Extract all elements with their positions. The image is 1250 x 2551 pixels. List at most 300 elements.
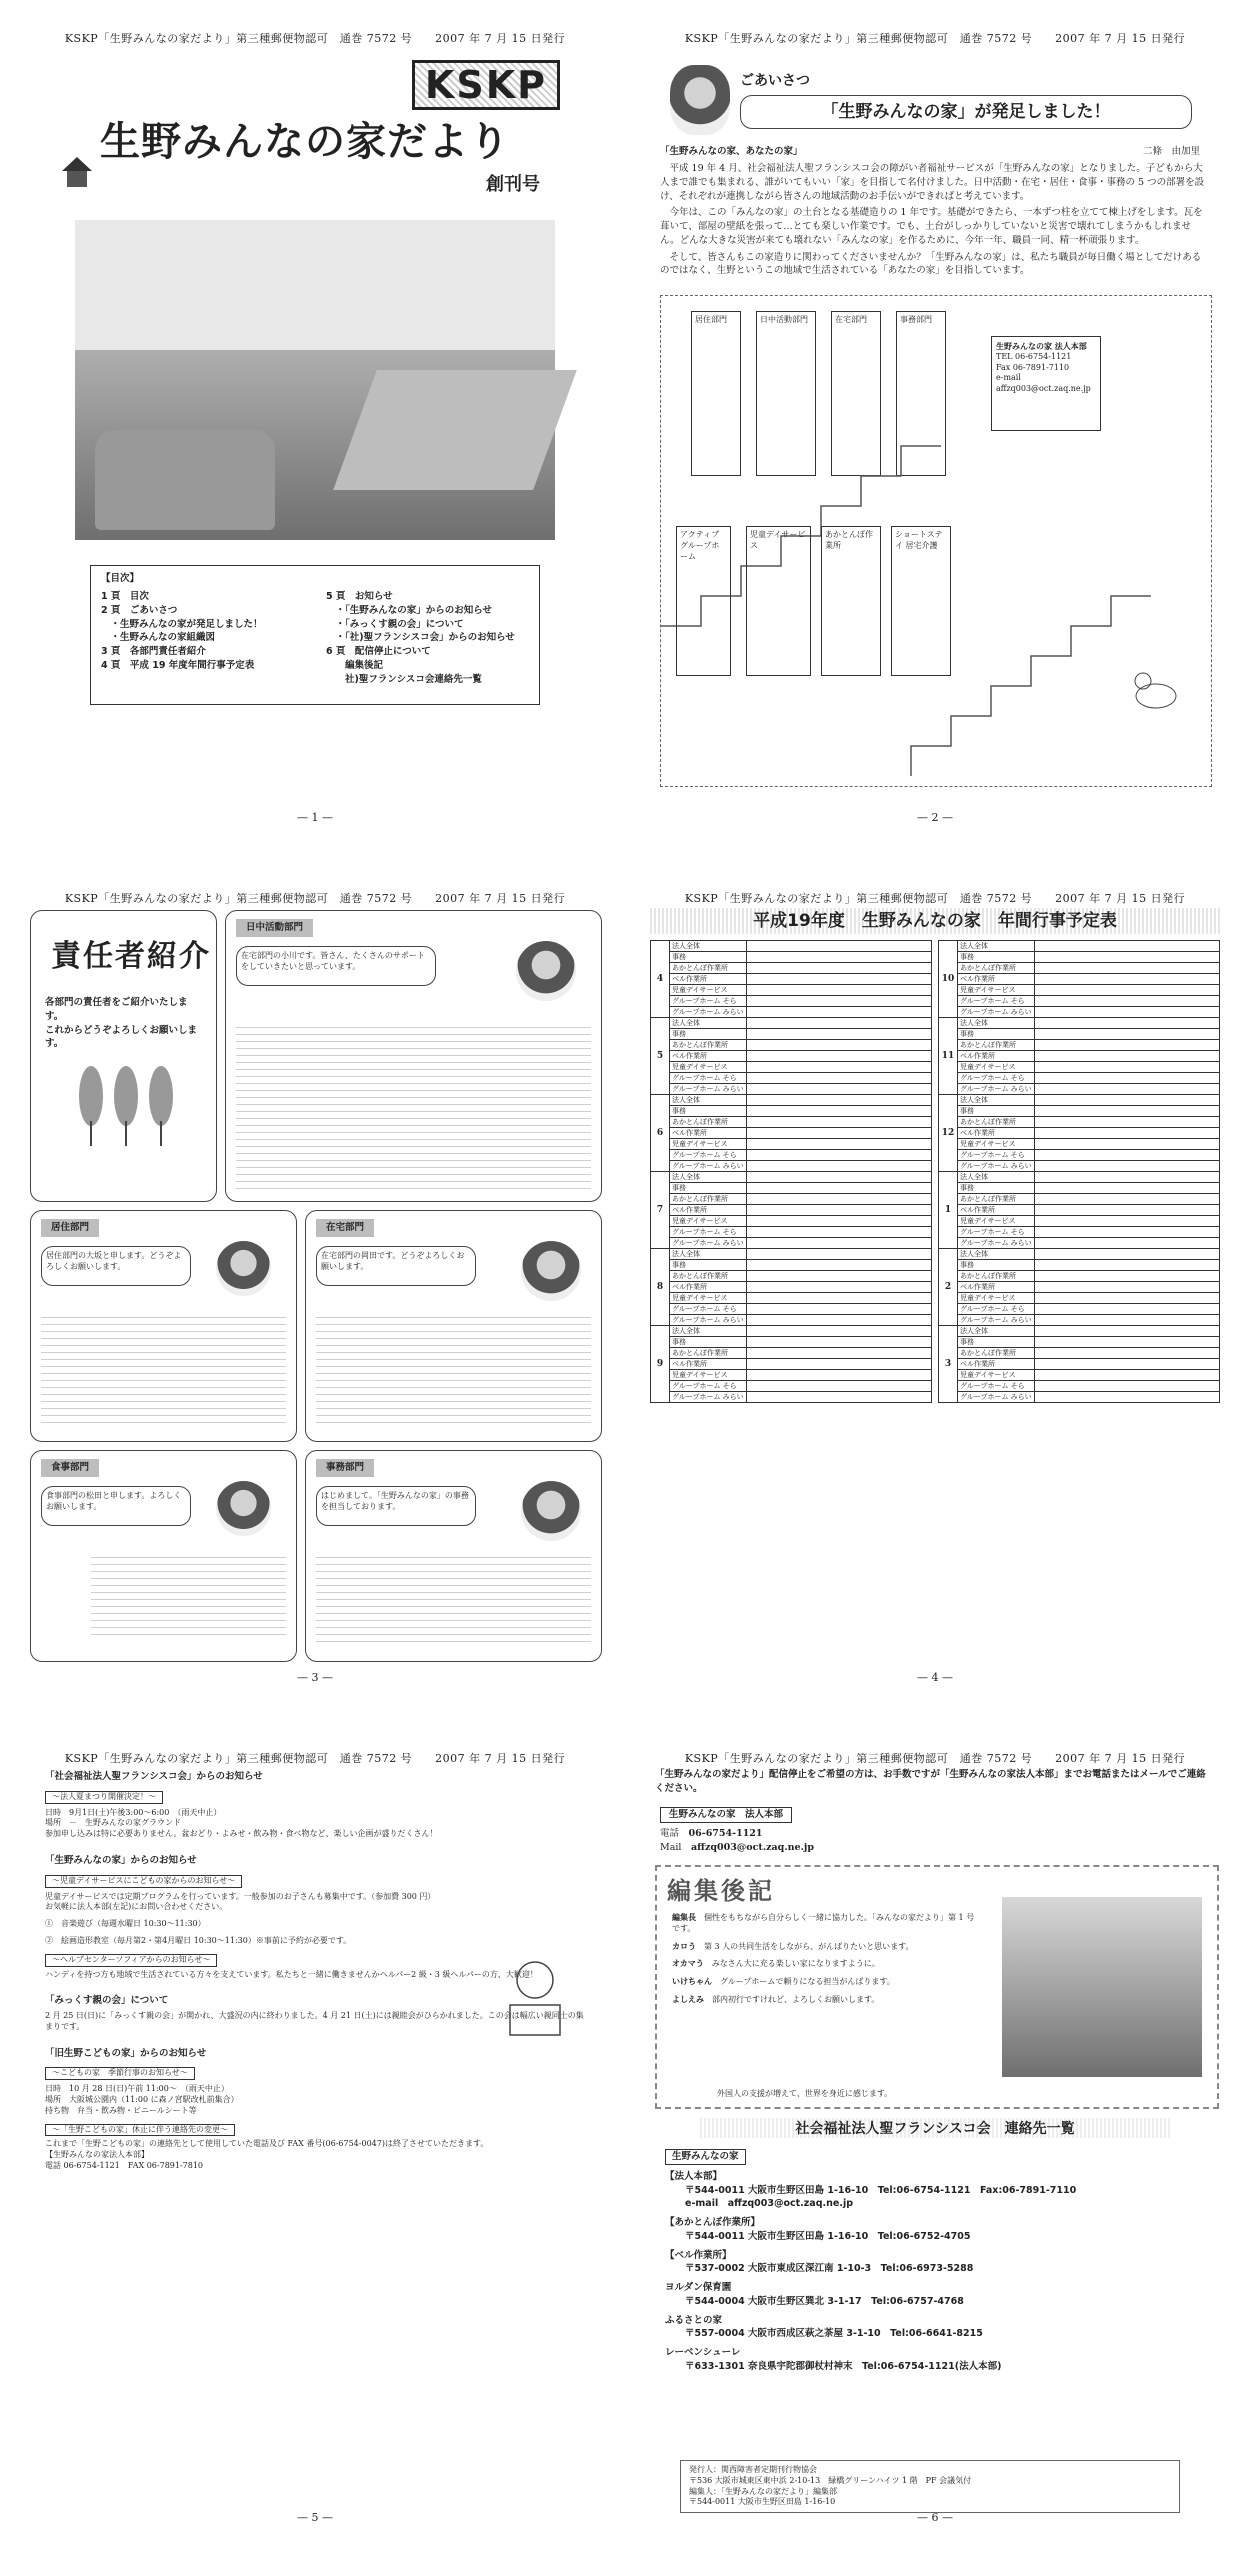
schedule-row (939, 1282, 1220, 1293)
notice-label: ～法人夏まつり開催決定！～ (45, 1791, 163, 1804)
notice-line: ② 絵画造形教室（毎月第2・第4月曜日 10:30～11:30）※事前に予約が必要です。 (45, 1935, 352, 1945)
schedule-events (1034, 1238, 1219, 1249)
toc-item[interactable]: 2 頁 ごあいさつ (101, 604, 178, 616)
schedule-department: 事務 (958, 1183, 1035, 1194)
schedule-events (1034, 1128, 1219, 1139)
mail-label: Mail (660, 1841, 682, 1853)
schedule-row (939, 1128, 1220, 1139)
schedule-events (746, 1271, 931, 1282)
org-center-info: Fax 06-7891-7110 (996, 362, 1070, 372)
schedule-row (939, 1205, 1220, 1216)
schedule-events (1034, 1029, 1219, 1040)
schedule-row (939, 1106, 1220, 1117)
page-header: KSKP「生野みんなの家だより」第三種郵便物認可 通巻 7572 号 2007 年 7 月 15 日発行 (684, 32, 1186, 45)
contact-entry (665, 2216, 1205, 2244)
toc-item[interactable]: 社)聖フランシスコ会連絡先一覧 (326, 673, 482, 685)
page-header: KSKP「生野みんなの家だより」第三種郵便物認可 通巻 7572 号 2007 年 7 月 15 日発行 (64, 1752, 566, 1765)
section-body-text (41, 1311, 286, 1426)
schedule-department: 事務 (958, 952, 1035, 963)
schedule-row (939, 1260, 1220, 1271)
schedule-month: 11 (939, 1018, 958, 1095)
editor-notes (672, 1912, 982, 2012)
subhead: 「生野みんなの家、あなたの家」 (660, 146, 803, 157)
schedule-events (1034, 1172, 1219, 1183)
schedule-events (746, 1249, 931, 1260)
newsletter-title: 生野みんなの家だより (100, 119, 510, 165)
page-5 (20, 1740, 610, 2530)
schedule-row (939, 1073, 1220, 1084)
schedule-row (651, 1018, 932, 1029)
schedule-department: 児童デイサービス (958, 1293, 1035, 1304)
schedule-department: ベル作業所 (670, 1051, 747, 1062)
schedule-events (1034, 1084, 1219, 1095)
schedule-events (1034, 1194, 1219, 1205)
editor-footer: 外国人の支援が増えて、世界を身近に感じます。 (717, 2089, 893, 2098)
schedule-department: グループホーム そら (958, 996, 1035, 1007)
schedule-events (1034, 985, 1219, 996)
schedule-events (1034, 1007, 1219, 1018)
schedule-events (746, 1205, 931, 1216)
greeting-label: ごあいさつ (740, 73, 810, 89)
schedule-events (746, 1095, 931, 1106)
notice-title: 「旧生野こどもの家」からのお知らせ (45, 2047, 207, 2059)
contact-entries (665, 2170, 1205, 2374)
schedule-department: ベル作業所 (670, 1359, 747, 1370)
schedule-department: グループホーム みらい (958, 1392, 1035, 1403)
contact-entry-line: 〒633-1301 奈良県宇陀郡御杖村神末 Tel:06-6754-1121(法人本部) (685, 2360, 1002, 2372)
schedule-row (939, 1359, 1220, 1370)
schedule-events (746, 1040, 931, 1051)
schedule-title: 平成19年度 生野みんなの家 年間行事予定表 (650, 908, 1220, 934)
schedule-events (746, 1106, 931, 1117)
schedule-row (651, 1348, 932, 1359)
schedule-department: グループホーム みらい (670, 1238, 747, 1249)
org-box: 児童デイサービス (746, 526, 811, 676)
schedule-events (1034, 974, 1219, 985)
schedule-row (651, 1150, 932, 1161)
schedule-department: あかとんぼ作業所 (670, 1194, 747, 1205)
notice-label: ～ヘルプセンターソフィアからのお知らせ～ (45, 1954, 217, 1967)
schedule-events (746, 974, 931, 985)
schedule-department: 事務 (670, 1106, 747, 1117)
editor-name: オカマう (672, 1958, 704, 1969)
section-label: 事務部門 (316, 1459, 374, 1477)
intro-line: これからどうぞよろしくお願いします。 (45, 1024, 198, 1050)
schedule-row (651, 1040, 932, 1051)
schedule-events (1034, 952, 1219, 963)
page-number: — 6 — (917, 2511, 953, 2524)
schedule-department: 事務 (958, 1106, 1035, 1117)
schedule-row (651, 1227, 932, 1238)
schedule-events (746, 1128, 931, 1139)
schedule-events (746, 1161, 931, 1172)
schedule-row (651, 1062, 932, 1073)
schedule-department: ベル作業所 (958, 1205, 1035, 1216)
schedule-row (939, 1084, 1220, 1095)
contact-entry-label: 【あかとんぼ作業所】 (665, 2217, 761, 2229)
schedule-department: 児童デイサービス (670, 1139, 747, 1150)
notice-label: ～児童デイサービスにこどもの家からのお知らせ～ (45, 1875, 242, 1888)
editor-box (655, 1865, 1219, 2109)
page-number: — 5 — (297, 2511, 333, 2524)
schedule-row (939, 974, 1220, 985)
schedule-events (746, 1238, 931, 1249)
newsletter-subtitle: 創刊号 (486, 174, 540, 195)
org-chart (660, 295, 1212, 787)
schedule-row (939, 1029, 1220, 1040)
editor-name: 編集長 (672, 1912, 696, 1922)
schedule-department: ベル作業所 (958, 1051, 1035, 1062)
schedule-department: 児童デイサービス (958, 985, 1035, 996)
schedule-events (1034, 1359, 1219, 1370)
schedule-row (651, 1183, 932, 1194)
schedule-department: あかとんぼ作業所 (958, 1040, 1035, 1051)
staff-photo (216, 1481, 271, 1536)
toc-box (90, 565, 540, 705)
schedule-events (1034, 1062, 1219, 1073)
section-label: 食事部門 (41, 1459, 99, 1477)
notice-line: お気軽に法人本部(左記)にお問い合わせください。 (45, 1902, 228, 1912)
schedule-department: グループホーム そら (670, 1381, 747, 1392)
schedule-row (939, 1172, 1220, 1183)
schedule-events (1034, 1381, 1219, 1392)
schedule-events (1034, 1282, 1219, 1293)
toc-item[interactable]: ・「生野みんなの家」からのお知らせ (326, 604, 492, 616)
org-box: 事務部門 (896, 311, 946, 476)
schedule-row (651, 1337, 932, 1348)
editor-name: カロう (672, 1940, 696, 1951)
schedule-month: 4 (651, 941, 670, 1018)
schedule-row (651, 1106, 932, 1117)
schedule-events (1034, 1304, 1219, 1315)
schedule-department: グループホーム そら (670, 1150, 747, 1161)
contact-list (665, 2144, 1205, 2374)
schedule-events (746, 1216, 931, 1227)
schedule-row (651, 1293, 932, 1304)
schedule-row (939, 1139, 1220, 1150)
schedule-table-left (650, 940, 932, 1403)
schedule-events (746, 985, 931, 996)
schedule-events (746, 1029, 931, 1040)
org-bottom-row (676, 526, 956, 686)
schedule-month: 3 (939, 1326, 958, 1403)
schedule-events (746, 941, 931, 952)
schedule-department: あかとんぼ作業所 (958, 1194, 1035, 1205)
schedule-row (939, 1348, 1220, 1359)
contact-entry-label: レーベンシューレ (665, 2347, 741, 2359)
schedule-row (939, 1018, 1220, 1029)
schedule-row (939, 1051, 1220, 1062)
schedule-row (651, 1315, 932, 1326)
org-box: 日中活動部門 (756, 311, 816, 476)
toc-heading: 【目次】 (101, 573, 140, 584)
contact-entry-line: 〒557-0004 大阪市西成区萩之茶屋 3-1-10 Tel:06-6641-8215 (685, 2328, 983, 2340)
toc-item[interactable]: 編集後記 (326, 659, 384, 671)
schedule-row (651, 1095, 932, 1106)
intro-text (45, 996, 205, 1051)
schedule-events (1034, 1139, 1219, 1150)
section-label: 日中活動部門 (236, 919, 313, 937)
notice-line: ① 音楽遊び（毎週水曜日 10:30～11:30） (45, 1919, 206, 1929)
notice-label: ～「生野こどもの家」休止に伴う連絡先の変更～ (45, 2124, 235, 2137)
schedule-month: 7 (651, 1172, 670, 1249)
schedule-events (1034, 1348, 1219, 1359)
schedule-department: 事務 (670, 1029, 747, 1040)
intro-title: 責任者紹介 (51, 939, 211, 974)
schedule-right (938, 940, 1220, 1403)
schedule-row (939, 1370, 1220, 1381)
page-header: KSKP「生野みんなの家だより」第三種郵便物認可 通巻 7572 号 2007 年 7 月 15 日発行 (684, 1752, 1186, 1765)
toc-item[interactable]: ・「みっくす親の会」について (326, 618, 464, 630)
section-label: 在宅部門 (316, 1219, 374, 1237)
toc-item[interactable]: 6 頁 配信停止について (326, 646, 431, 658)
house-icon (60, 155, 94, 189)
schedule-row (651, 985, 932, 996)
schedule-events (746, 1073, 931, 1084)
schedule-department: 法人全体 (958, 1249, 1035, 1260)
schedule-department: あかとんぼ作業所 (670, 1348, 747, 1359)
schedule-events (1034, 1117, 1219, 1128)
schedule-row (939, 1315, 1220, 1326)
schedule-events (1034, 1040, 1219, 1051)
schedule-events (1034, 1326, 1219, 1337)
schedule-events (1034, 1249, 1219, 1260)
schedule-events (1034, 941, 1219, 952)
toc-item[interactable]: ・「社)聖フランシスコ会」からのお知らせ (326, 632, 515, 644)
contact-entry-line: e-mail affzq003@oct.zaq.ne.jp (685, 2198, 854, 2210)
schedule-row (939, 985, 1220, 996)
schedule-department: グループホーム そら (670, 1304, 747, 1315)
schedule-department: 法人全体 (670, 1095, 747, 1106)
section-body-text (236, 1021, 591, 1191)
schedule-row (651, 1128, 932, 1139)
schedule-department: グループホーム みらい (958, 1007, 1035, 1018)
schedule-row (651, 1029, 932, 1040)
schedule-events (1034, 1315, 1219, 1326)
schedule-row (939, 1161, 1220, 1172)
schedule-events (746, 1348, 931, 1359)
schedule-department: 法人全体 (670, 1172, 747, 1183)
schedule-events (746, 1018, 931, 1029)
schedule-events (1034, 1392, 1219, 1403)
schedule-department: 事務 (958, 1337, 1035, 1348)
contact-entry-label: 【法人本部】 (665, 2170, 723, 2182)
schedule-department: あかとんぼ作業所 (670, 1040, 747, 1051)
contact-entry-label: ふるさとの家 (665, 2314, 723, 2326)
page-header: KSKP「生野みんなの家だより」第三種郵便物認可 通巻 7572 号 2007 年 7 月 15 日発行 (64, 32, 566, 45)
schedule-department: 児童デイサービス (670, 1370, 747, 1381)
schedule-department: 事務 (958, 1260, 1035, 1271)
stop-notice: 「生野みんなの家だより」配信停止をご希望の方は、お手数ですが「生野みんなの家法人本部」までお電話またはメールでご連絡ください。 (655, 1769, 1206, 1794)
page-number: — 3 — (297, 1671, 333, 1684)
toc-item[interactable]: 5 頁 お知らせ (326, 591, 393, 602)
toc-item[interactable]: 4 頁 平成 19 年度年間行事予定表 (101, 659, 255, 671)
schedule-row (939, 996, 1220, 1007)
schedule-left (650, 940, 932, 1403)
org-name: 生野みんなの家 (665, 2149, 746, 2165)
schedule-row (651, 1326, 932, 1337)
author-photo (670, 65, 730, 135)
toc-item[interactable]: 3 頁 各部門責任者紹介 (101, 646, 206, 658)
schedule-row (651, 1172, 932, 1183)
schedule-events (1034, 1293, 1219, 1304)
schedule-department: グループホーム みらい (670, 1315, 747, 1326)
contact-entry (665, 2346, 1205, 2374)
dog-icon (1131, 656, 1181, 716)
toc-left (101, 590, 321, 673)
schedule-row (651, 1260, 932, 1271)
schedule-events (746, 1282, 931, 1293)
schedule-events (1034, 1095, 1219, 1106)
schedule-row (651, 1381, 932, 1392)
org-box: ショートステイ 居宅介護 (891, 526, 951, 676)
org-center-info: e-mail (996, 373, 1021, 383)
author-name: 二條 由加里 (1142, 146, 1200, 157)
staff-group-photo (1002, 1897, 1202, 2077)
page-6 (640, 1740, 1230, 2530)
editor-name: いけちゃん (672, 1976, 712, 1987)
masthead (60, 60, 580, 210)
banner: 「生野みんなの家」が発足しました！ (740, 95, 1192, 129)
contact-entry-line: 〒544-0011 大阪市生野区田島 1-16-10 Tel:06-6754-1121 Fax:06-7891-7110 (685, 2184, 1077, 2196)
schedule-events (1034, 1051, 1219, 1062)
schedule-row (651, 1161, 932, 1172)
schedule-department: ベル作業所 (958, 1359, 1035, 1370)
schedule-department: ベル作業所 (958, 1128, 1035, 1139)
staff-photo (516, 941, 576, 1001)
section-body-text (91, 1551, 286, 1641)
editor-name: よしえみ (672, 1993, 704, 2004)
page-header: KSKP「生野みんなの家だより」第三種郵便物認可 通巻 7572 号 2007 年 7 月 15 日発行 (684, 892, 1186, 905)
schedule-month: 12 (939, 1095, 958, 1172)
schedule-department: 法人全体 (670, 1249, 747, 1260)
schedule-events (1034, 1018, 1219, 1029)
schedule-department: グループホーム みらい (670, 1007, 747, 1018)
child-drawing-icon (490, 1950, 580, 2040)
page-number: — 4 — (917, 1671, 953, 1684)
schedule-row (939, 1392, 1220, 1403)
notice-line: 【生野みんなの家法人本部】 (45, 2150, 149, 2160)
contact-phone[interactable]: 06-6754-1121 (688, 1827, 763, 1839)
schedule-events (746, 1359, 931, 1370)
schedule-events (1034, 1205, 1219, 1216)
schedule-events (746, 1150, 931, 1161)
paragraph: そして、皆さんもこの家造りに関わってくださいませんか？「生野みんなの家」は、私たち職員が毎日働く場としてだけあるのではなく、生野というこの地域で生活されている「あなたの家」を目指しています。 (660, 251, 1202, 277)
schedule-events (1034, 1260, 1219, 1271)
schedule-department: あかとんぼ作業所 (958, 1348, 1035, 1359)
notice-label: ～こどもの家 季節行事のお知らせ～ (45, 2067, 195, 2080)
schedule-department: グループホーム そら (958, 1073, 1035, 1084)
notice-line: 参加申し込みは特に必要ありません。盆おどり・よみせ・飲み物・食べ物など、楽しい企画が盛りだくさん！ (45, 1829, 438, 1839)
schedule-row (939, 1194, 1220, 1205)
org-box: アクティブ グループホーム (676, 526, 731, 676)
schedule-row (939, 1337, 1220, 1348)
schedule-month: 9 (651, 1326, 670, 1403)
schedule-table-right (938, 940, 1220, 1403)
schedule-department: ベル作業所 (670, 1205, 747, 1216)
schedule-events (1034, 1227, 1219, 1238)
schedule-events (1034, 1161, 1219, 1172)
schedule-department: グループホーム そら (670, 1073, 747, 1084)
schedule-events (746, 1117, 931, 1128)
notice-line: 持ち物 弁当・飲み物・ビニールシート等 (45, 2105, 197, 2115)
notice-line: これまで「生野こどもの家」の連絡先として使用していた電話及び FAX 番号(06-6754-0047)は終了させていただきます。 (45, 2139, 489, 2149)
schedule-events (746, 1326, 931, 1337)
logo: KSKP (412, 60, 560, 110)
section-label: 居住部門 (41, 1219, 99, 1237)
schedule-row (651, 1359, 932, 1370)
schedule-row (651, 1084, 932, 1095)
schedule-events (746, 996, 931, 1007)
schedule-events (746, 1337, 931, 1348)
schedule-department: ベル作業所 (670, 1128, 747, 1139)
toc-item[interactable]: ・生野みんなの家が発足しました！ (101, 618, 263, 630)
schedule-row (939, 941, 1220, 952)
contact-mail[interactable]: affzq003@oct.zaq.ne.jp (690, 1841, 814, 1853)
toc-right (326, 590, 536, 686)
toc-item[interactable]: 1 頁 目次 (101, 591, 149, 602)
editor-note: 部内初行ですけれど、よろしくお願いします。 (712, 1994, 880, 2004)
schedule-events (1034, 1337, 1219, 1348)
contact-entry-label: 【ベル作業所】 (665, 2249, 732, 2261)
schedule-department: グループホーム みらい (958, 1315, 1035, 1326)
schedule-events (1034, 1271, 1219, 1282)
page-1 (20, 20, 610, 830)
schedule-row (939, 1304, 1220, 1315)
schedule-department: 児童デイサービス (670, 1062, 747, 1073)
schedule-department: ベル作業所 (958, 1282, 1035, 1293)
section-office (305, 1450, 602, 1662)
org-center-info: affzq003@oct.zaq.ne.jp (996, 384, 1091, 394)
schedule-department: 法人全体 (958, 1326, 1035, 1337)
schedule-row (939, 1007, 1220, 1018)
schedule-row (939, 952, 1220, 963)
section-greeting: 居住部門の大坂と申します。どうぞよろしくお願いします。 (41, 1246, 191, 1286)
contact-entry-label: ヨルダン保育園 (665, 2282, 732, 2294)
toc-item[interactable]: ・生野みんなの家組織図 (101, 632, 216, 644)
schedule-department: グループホーム そら (958, 1304, 1035, 1315)
editor-note: 第 3 人の共同生活をしながら、がんばりたいと思います。 (704, 1941, 914, 1951)
schedule-events (746, 1051, 931, 1062)
schedule-department: 児童デイサービス (958, 1139, 1035, 1150)
schedule-department: 法人全体 (958, 1018, 1035, 1029)
editor-note: 個性をもちながら自分らしく一緒に協力した。「みんなの家だより」第 1 号です。 (672, 1913, 975, 1933)
contact-entry-line: 〒544-0004 大阪市生野区巽北 3-1-17 Tel:06-6757-4768 (685, 2295, 964, 2307)
schedule-row (939, 1062, 1220, 1073)
contact-entry-line: 〒544-0011 大阪市生野区田島 1-16-10 Tel:06-6752-4705 (685, 2230, 971, 2242)
schedule-row (939, 1293, 1220, 1304)
schedule-row (651, 1392, 932, 1403)
schedule-department: グループホーム みらい (958, 1238, 1035, 1249)
org-center-info: TEL 06-6754-1121 (996, 351, 1072, 361)
page-number: — 1 — (297, 811, 333, 824)
schedule-department: 事務 (958, 1029, 1035, 1040)
schedule-row (939, 1117, 1220, 1128)
schedule-department: グループホーム そら (958, 1381, 1035, 1392)
notice-title: 「社会福祉法人聖フランシスコ会」からのお知らせ (45, 1771, 263, 1782)
paragraph: 平成 19 年 4 月、社会福祉法人聖フランシスコ会の障がい者福祉サービスが「生野みんなの家」となりました。子どもから大人まで誰でも集まれる、誰がいてもいい「家」を目指して名付けました。日中活動・在宅・居住・食事・事務の 5 つの部署を設け、それぞれが連携しながら皆さんの地域活動のお手伝いができればと考えています。 (660, 163, 1205, 202)
schedule-events (1034, 1183, 1219, 1194)
schedule-department: 事務 (670, 1260, 747, 1271)
section-day-activity (225, 910, 602, 1202)
schedule-events (746, 1293, 931, 1304)
schedule-department: グループホーム そら (958, 1150, 1035, 1161)
schedule-department: グループホーム みらい (958, 1161, 1035, 1172)
page-3 (20, 880, 610, 1690)
schedule-row (939, 1249, 1220, 1260)
staff-photo (521, 1481, 581, 1541)
notice-line: 電話 06-6754-1121 FAX 06-7891-7810 (45, 2161, 204, 2170)
